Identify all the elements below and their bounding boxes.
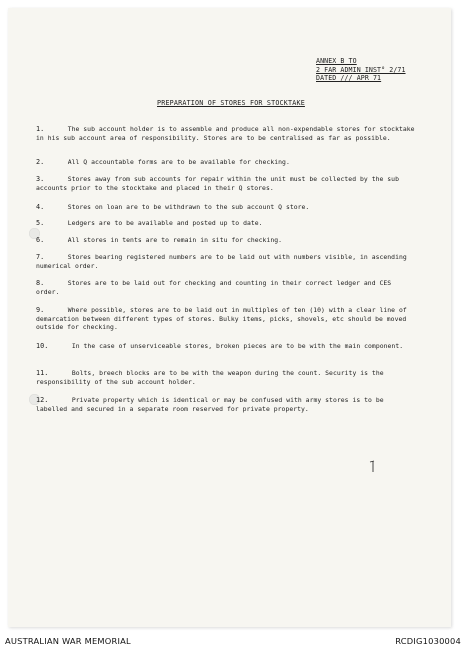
annex-line: DATED /// APR 71	[316, 74, 382, 83]
item-text: In the case of unserviceable stores, broken pieces are to be with the main component.	[71, 342, 404, 350]
item-text: Stores are to be laid out for checking and counting in their correct ledger and CES order.	[36, 279, 392, 296]
item-number: 1.	[36, 125, 45, 133]
item-number: 4.	[36, 203, 45, 211]
annex-line: 2 FAR ADMIN INST° 2/71	[316, 65, 406, 74]
item-text: Bolts, breech blocks are to be with the weapon during the count. Security is the responsibility of the sub account holder.	[36, 369, 384, 386]
list-item	[36, 219, 416, 228]
annex-line: ANNEX B TO	[316, 57, 357, 65]
item-text: The sub account holder is to assemble and produce all non-expendable stores for stocktake in his sub account area of responsibility. Stores are to be centralised as far as possible.	[36, 125, 415, 142]
item-number: 10.	[36, 342, 49, 350]
item-number: 12.	[36, 396, 49, 404]
item-text: Where possible, stores are to be laid out in multiples of ten (10) with a clear line of demarcation between different types of stores. Bulky items, picks, shovels, etc should be moved outside for checking.	[36, 306, 407, 332]
item-number: 2.	[36, 158, 45, 166]
list-item	[36, 396, 416, 413]
list-item	[36, 203, 416, 212]
list-item	[36, 175, 416, 192]
list-item	[36, 279, 416, 296]
item-number: 5.	[36, 219, 45, 227]
item-text: Stores on loan are to be withdrawn to the sub account Q store.	[67, 203, 310, 211]
list-item	[36, 253, 416, 270]
record-id: RCDIG1030004	[395, 636, 461, 646]
item-number: 8.	[36, 279, 45, 287]
item-text: Ledgers are to be available and posted up to date.	[67, 219, 263, 227]
list-item	[36, 158, 416, 167]
item-text: All Q accountable forms are to be available for checking.	[67, 158, 290, 166]
item-number: 3.	[36, 175, 45, 183]
list-item	[36, 342, 416, 351]
list-item	[36, 306, 416, 332]
archive-credit: AUSTRALIAN WAR MEMORIAL	[5, 636, 131, 646]
item-number: 11.	[36, 369, 49, 377]
item-number: 9.	[36, 306, 45, 314]
list-item	[36, 125, 416, 142]
item-text: All stores in tents are to remain in situ for checking.	[67, 236, 283, 244]
list-item	[36, 369, 416, 386]
item-text: Stores bearing registered numbers are to be laid out with numbers visible, in ascending numerical order.	[36, 253, 407, 270]
item-text: Private property which is identical or may be confused with army stores is to be labelled and secured in a separate room reserved for private property.	[36, 396, 384, 413]
pen-mark	[368, 459, 378, 473]
list-item	[36, 236, 416, 245]
item-text: Stores away from sub accounts for repair within the unit must be collected by the sub accounts prior to the stocktake and placed in their Q stores.	[36, 175, 399, 192]
document-title: PREPARATION OF STORES FOR STOCKTAKE	[157, 99, 305, 107]
annex-reference	[316, 57, 406, 83]
item-number: 7.	[36, 253, 45, 261]
item-number: 6.	[36, 236, 45, 244]
